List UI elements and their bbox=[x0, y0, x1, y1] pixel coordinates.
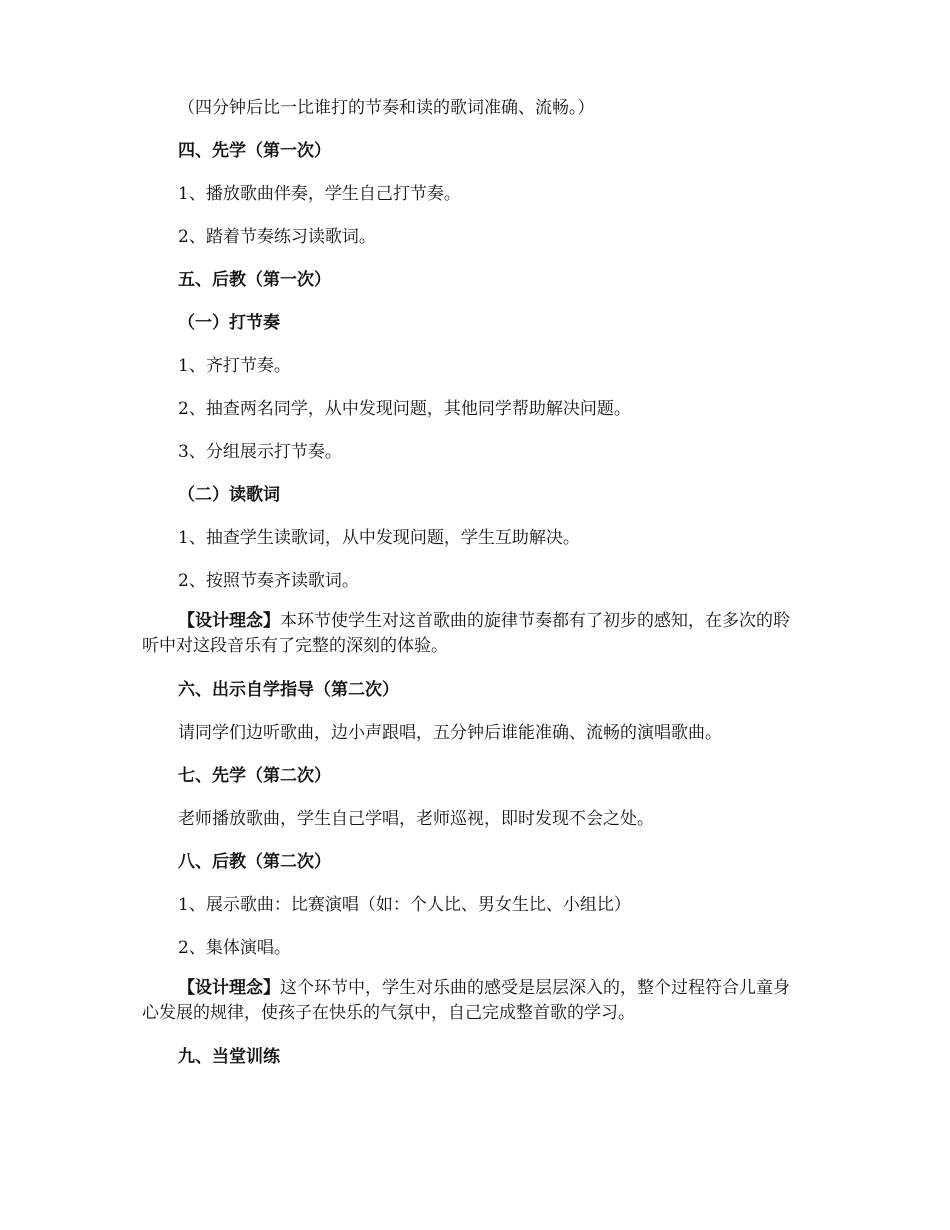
design-note-text: 这个环节中，学生对乐曲的感受是层层深入的，整个过程符合儿童身心发展的规律，使孩子在快乐的气氛中，自己完成整首歌的学习。 bbox=[142, 978, 790, 1023]
heading-section-8: 八、后教（第二次） bbox=[178, 852, 331, 872]
design-note-text: 本环节使学生对这首歌曲的旋律节奏都有了初步的感知，在多次的聆听中对这段音乐有了完整的深刻的体验。 bbox=[142, 611, 790, 656]
heading-section-5: 五、后教（第一次） bbox=[178, 270, 331, 290]
subheading-lyrics: （二）读歌词 bbox=[178, 485, 280, 505]
list-item: 1、抽查学生读歌词，从中发现问题，学生互助解决。 bbox=[178, 528, 580, 548]
heading-section-4: 四、先学（第一次） bbox=[178, 141, 331, 161]
list-item: 2、按照节奏齐读歌词。 bbox=[178, 571, 359, 591]
list-item: 2、踏着节奏练习读歌词。 bbox=[178, 227, 376, 247]
heading-section-7: 七、先学（第二次） bbox=[178, 766, 331, 786]
design-note-1 bbox=[142, 609, 802, 659]
list-item: 2、抽查两名同学，从中发现问题，其他同学帮助解决问题。 bbox=[178, 399, 631, 419]
paragraph-time-note: （四分钟后比一比谁打的节奏和读的歌词准确、流畅。） bbox=[178, 98, 595, 118]
heading-section-9: 九、当堂训练 bbox=[178, 1047, 280, 1067]
list-item: 3、分组展示打节奏。 bbox=[178, 442, 342, 462]
heading-section-6: 六、出示自学指导（第二次） bbox=[178, 680, 399, 700]
paragraph: 老师播放歌曲，学生自己学唱，老师巡视，即时发现不会之处。 bbox=[178, 809, 654, 829]
list-item: 2、集体演唱。 bbox=[178, 938, 291, 958]
design-note-label: 【设计理念】 bbox=[178, 978, 280, 998]
design-note-2 bbox=[142, 976, 802, 1026]
design-note-label: 【设计理念】 bbox=[178, 611, 280, 631]
list-item: 1、播放歌曲伴奏，学生自己打节奏。 bbox=[178, 184, 461, 204]
subheading-rhythm: （一）打节奏 bbox=[178, 313, 280, 333]
list-item: 1、展示歌曲：比赛演唱（如：个人比、男女生比、小组比） bbox=[178, 895, 631, 915]
paragraph: 请同学们边听歌曲，边小声跟唱，五分钟后谁能准确、流畅的演唱歌曲。 bbox=[178, 723, 722, 743]
list-item: 1、齐打节奏。 bbox=[178, 356, 291, 376]
